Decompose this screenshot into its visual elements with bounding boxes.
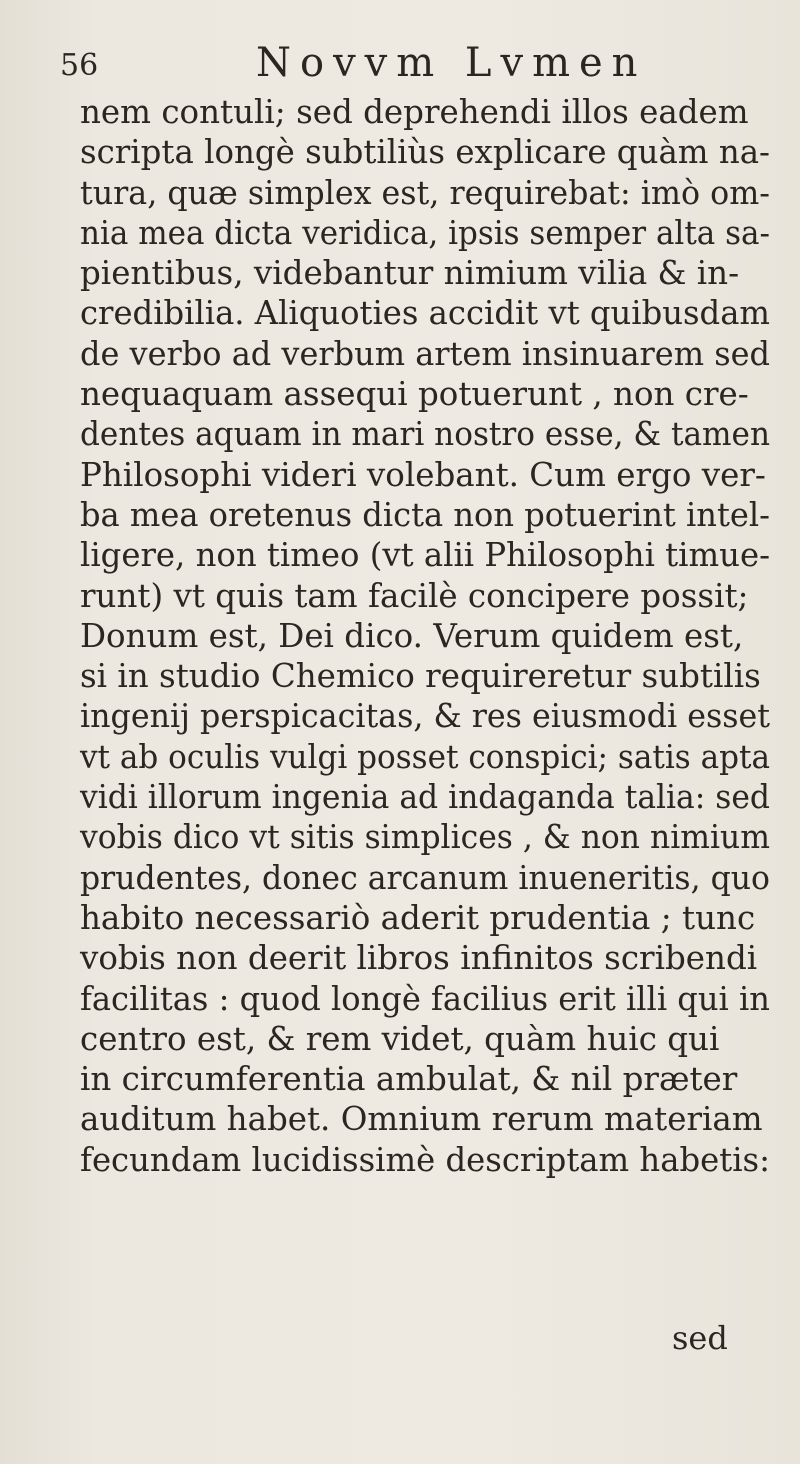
text-line: vobis dico vt sitis simplices , & non nimium <box>80 818 770 857</box>
text-line: nem contuli; sed deprehendi illos eadem <box>80 93 749 131</box>
text-line: vidi illorum ingenia ad indaganda talia: sed <box>80 778 770 817</box>
text-line: tura, quæ simplex est, requirebat: imò om- <box>80 173 770 212</box>
text-line: nequaquam assequi potuerunt , non cre- <box>80 375 749 414</box>
text-line: vobis non deerit libros infinitos scribendi <box>80 939 758 978</box>
catchword: sed <box>672 1319 728 1357</box>
text-line: centro est, & rem videt, quàm huic qui <box>80 1019 720 1058</box>
text-line: de verbo ad verbum artem insinuarem sed <box>80 334 770 373</box>
text-line: ingenij perspicacitas, & res eiusmodi esset <box>80 697 770 736</box>
text-line: habito necessariò aderit prudentia ; tunc <box>80 898 756 937</box>
text-line: prudentes, donec arcanum inueneritis, quo <box>80 858 770 897</box>
text-line: vt ab oculis vulgi posset conspici; satis apta <box>80 737 770 776</box>
text-line: ligere, non timeo (vt alii Philosophi timue- <box>80 536 770 575</box>
page-header <box>60 38 760 88</box>
text-line: runt) vt quis tam facilè concipere possit; <box>80 576 749 615</box>
text-line: credibilia. Aliquoties accidit vt quibusdam <box>80 294 770 333</box>
text-line: pientibus, videbantur nimium vilia & in- <box>80 254 740 293</box>
page-number: 56 <box>60 48 99 83</box>
body-text <box>80 92 780 1180</box>
text-line: fecundam lucidissimè descriptam habetis: <box>80 1140 770 1179</box>
running-head: Novvm Lvmen <box>256 40 647 86</box>
text-line: auditum habet. Omnium rerum materiam <box>80 1100 763 1139</box>
text-line: scripta longè subtiliùs explicare quàm na- <box>80 133 770 172</box>
text-line: si in studio Chemico requireretur subtilis <box>80 657 761 696</box>
text-line: nia mea dicta veridica, ipsis semper alta sa- <box>80 213 770 252</box>
text-line: in circumferentia ambulat, & nil præter <box>80 1060 738 1099</box>
text-line: dentes aquam in mari nostro esse, & tamen <box>80 415 770 454</box>
text-line: Philosophi videri volebant. Cum ergo ver- <box>80 455 766 494</box>
text-line: ba mea oretenus dicta non potuerint intel- <box>80 495 770 534</box>
text-line: Donum est, Dei dico. Verum quidem est, <box>80 616 744 655</box>
text-line: facilitas : quod longè facilius erit illi qui in <box>80 979 770 1018</box>
